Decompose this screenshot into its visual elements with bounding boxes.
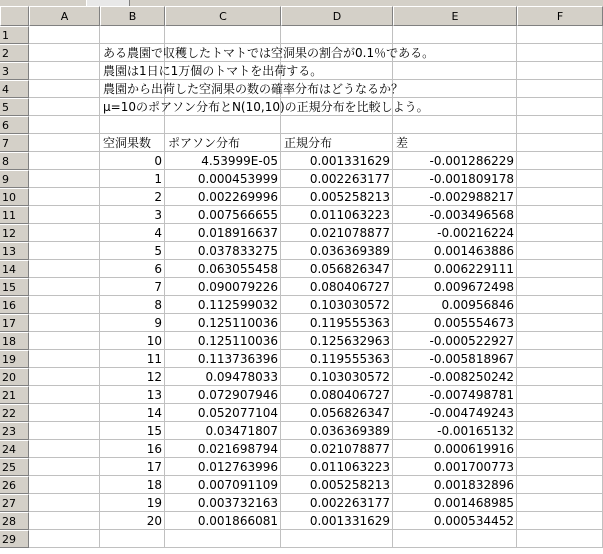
row-header-27[interactable]: 27 <box>0 494 29 512</box>
column-header-f[interactable]: F <box>517 6 603 26</box>
table-value: 0.080406727 <box>309 388 390 402</box>
row-header-26[interactable]: 26 <box>0 476 29 494</box>
cell-a6[interactable] <box>29 116 100 134</box>
table-value: -0.00216224 <box>437 226 514 240</box>
table-value: 0.056826347 <box>309 406 390 420</box>
cell-a26[interactable] <box>29 476 100 494</box>
cell-f19[interactable] <box>517 350 603 368</box>
table-value: 0.009672498 <box>433 280 514 294</box>
cell-c29[interactable] <box>165 530 281 548</box>
table-value: 0.002263177 <box>309 496 390 510</box>
cell-f5[interactable] <box>517 98 603 116</box>
cell-c6[interactable] <box>165 116 281 134</box>
table-value: -0.004749243 <box>429 406 514 420</box>
table-value: 17 <box>146 460 162 474</box>
cell-f13[interactable] <box>517 242 603 260</box>
table-value: 0.002263177 <box>309 172 390 186</box>
select-all-corner[interactable] <box>0 6 29 26</box>
table-value: 0.113736396 <box>197 352 278 366</box>
table-value: -0.000522927 <box>429 334 514 348</box>
column-header-e[interactable]: E <box>393 6 517 26</box>
intro-line-4: μ=10のポアソン分布とN(10,10)の正規分布を比較しよう。 <box>103 100 429 114</box>
cell-c1[interactable] <box>165 26 281 44</box>
row-header-19[interactable]: 19 <box>0 350 29 368</box>
table-value: 18 <box>146 478 162 492</box>
cell-f27[interactable] <box>517 494 603 512</box>
cell-f8[interactable] <box>517 152 603 170</box>
cell-a1[interactable] <box>29 26 100 44</box>
row-header-2[interactable]: 2 <box>0 44 29 62</box>
table-value: 0.000619916 <box>433 442 514 456</box>
intro-line-2: 農園は1日に1万個のトマトを出荷する。 <box>103 64 323 78</box>
cell-b29[interactable] <box>100 530 165 548</box>
cell-a29[interactable] <box>29 530 100 548</box>
cell-f15[interactable] <box>517 278 603 296</box>
table-value: 0.037833275 <box>197 244 278 258</box>
cell-f2[interactable] <box>517 44 603 62</box>
cell-f10[interactable] <box>517 188 603 206</box>
table-value: 0.001832896 <box>433 478 514 492</box>
table-value: 0.090079226 <box>197 280 278 294</box>
table-value: 19 <box>146 496 162 510</box>
table-value: 0.072907946 <box>197 388 278 402</box>
table-value: 0.119555363 <box>309 352 390 366</box>
table-value: 0 <box>154 154 162 168</box>
table-value: 4.53999E-05 <box>201 154 278 168</box>
table-value: 0.125110036 <box>197 334 278 348</box>
cell-d6[interactable] <box>281 116 393 134</box>
table-value: 12 <box>146 370 162 384</box>
table-value: 0.001866081 <box>197 514 278 528</box>
cell-e3[interactable] <box>393 62 517 80</box>
cell-a9[interactable] <box>29 170 100 188</box>
intro-line-3: 農園から出荷した空洞果の数の確率分布はどうなるか？ <box>103 82 404 96</box>
cell-f24[interactable] <box>517 440 603 458</box>
cell-a27[interactable] <box>29 494 100 512</box>
cell-a25[interactable] <box>29 458 100 476</box>
table-value: 6 <box>154 262 162 276</box>
table-value: 16 <box>146 442 162 456</box>
cell-a16[interactable] <box>29 296 100 314</box>
cell-a12[interactable] <box>29 224 100 242</box>
column-header-c[interactable]: C <box>165 6 281 26</box>
table-value: 0.021078877 <box>309 442 390 456</box>
cell-f17[interactable] <box>517 314 603 332</box>
cell-a3[interactable] <box>29 62 100 80</box>
table-value: 1 <box>154 172 162 186</box>
row-header-14[interactable]: 14 <box>0 260 29 278</box>
cell-e1[interactable] <box>393 26 517 44</box>
table-value: 0.112599032 <box>197 298 278 312</box>
table-value: 0.00956846 <box>441 298 514 312</box>
cell-f16[interactable] <box>517 296 603 314</box>
table-value: 0.012763996 <box>197 460 278 474</box>
table-value: -0.008250242 <box>429 370 514 384</box>
cell-a22[interactable] <box>29 404 100 422</box>
row-header-9[interactable]: 9 <box>0 170 29 188</box>
table-value: 0.103030572 <box>309 370 390 384</box>
cell-f3[interactable] <box>517 62 603 80</box>
row-header-3[interactable]: 3 <box>0 62 29 80</box>
cell-f22[interactable] <box>517 404 603 422</box>
cell-f18[interactable] <box>517 332 603 350</box>
cell-a5[interactable] <box>29 98 100 116</box>
cell-a20[interactable] <box>29 368 100 386</box>
table-value: -0.005818967 <box>429 352 514 366</box>
intro-line-1: ある農園で収穫したトマトでは空洞果の割合が0.1％である。 <box>103 46 435 60</box>
cell-b1[interactable] <box>100 26 165 44</box>
table-header-3: 正規分布 <box>284 136 333 150</box>
table-value: 10 <box>146 334 162 348</box>
row-header-24[interactable]: 24 <box>0 440 29 458</box>
cell-a8[interactable] <box>29 152 100 170</box>
row-header-11[interactable]: 11 <box>0 206 29 224</box>
row-header-5[interactable]: 5 <box>0 98 29 116</box>
table-value: 0.080406727 <box>309 280 390 294</box>
table-value: 13 <box>146 388 162 402</box>
table-value: 0.018916637 <box>197 226 278 240</box>
table-value: 0.09478033 <box>205 370 278 384</box>
cell-a24[interactable] <box>29 440 100 458</box>
cell-a21[interactable] <box>29 386 100 404</box>
table-value: 0.056826347 <box>309 262 390 276</box>
table-value: 0.103030572 <box>309 298 390 312</box>
table-value: 0.006229111 <box>433 262 514 276</box>
column-header-d[interactable]: D <box>281 6 393 26</box>
cell-a18[interactable] <box>29 332 100 350</box>
table-value: 0.021078877 <box>309 226 390 240</box>
table-value: 0.000534452 <box>433 514 514 528</box>
cell-a4[interactable] <box>29 80 100 98</box>
cell-b6[interactable] <box>100 116 165 134</box>
table-value: 0.001468985 <box>433 496 514 510</box>
cell-a14[interactable] <box>29 260 100 278</box>
cell-a19[interactable] <box>29 350 100 368</box>
cell-f21[interactable] <box>517 386 603 404</box>
cell-a7[interactable] <box>29 134 100 152</box>
row-header-23[interactable]: 23 <box>0 422 29 440</box>
table-value: 0.005554673 <box>433 316 514 330</box>
column-header-b[interactable]: B <box>100 6 165 26</box>
table-value: 20 <box>146 514 162 528</box>
row-header-13[interactable]: 13 <box>0 242 29 260</box>
cell-d1[interactable] <box>281 26 393 44</box>
row-header-25[interactable]: 25 <box>0 458 29 476</box>
table-value: 0.03471807 <box>205 424 278 438</box>
table-value: 0.001331629 <box>309 154 390 168</box>
table-value: 14 <box>146 406 162 420</box>
cell-a17[interactable] <box>29 314 100 332</box>
row-header-22[interactable]: 22 <box>0 404 29 422</box>
table-value: 7 <box>154 280 162 294</box>
row-header-21[interactable]: 21 <box>0 386 29 404</box>
table-value: -0.002988217 <box>429 190 514 204</box>
cell-e29[interactable] <box>393 530 517 548</box>
cell-a23[interactable] <box>29 422 100 440</box>
cell-f12[interactable] <box>517 224 603 242</box>
cell-f7[interactable] <box>517 134 603 152</box>
row-header-29[interactable]: 29 <box>0 530 29 548</box>
table-value: 0.007566655 <box>197 208 278 222</box>
cell-f20[interactable] <box>517 368 603 386</box>
table-value: -0.001809178 <box>429 172 514 186</box>
table-header-4: 差 <box>396 136 409 150</box>
row-header-18[interactable]: 18 <box>0 332 29 350</box>
table-value: 0.125110036 <box>197 316 278 330</box>
row-header-7[interactable]: 7 <box>0 134 29 152</box>
cell-f9[interactable] <box>517 170 603 188</box>
table-value: 0.005258213 <box>309 478 390 492</box>
row-header-1[interactable]: 1 <box>0 26 29 44</box>
row-header-12[interactable]: 12 <box>0 224 29 242</box>
table-value: 8 <box>154 298 162 312</box>
cell-a15[interactable] <box>29 278 100 296</box>
table-value: -0.00165132 <box>437 424 514 438</box>
table-value: 9 <box>154 316 162 330</box>
table-value: 4 <box>154 226 162 240</box>
cell-a28[interactable] <box>29 512 100 530</box>
table-value: 11 <box>146 352 162 366</box>
table-value: 15 <box>146 424 162 438</box>
cell-f28[interactable] <box>517 512 603 530</box>
column-header-a[interactable]: A <box>29 6 100 26</box>
cell-f25[interactable] <box>517 458 603 476</box>
cell-a11[interactable] <box>29 206 100 224</box>
cell-f14[interactable] <box>517 260 603 278</box>
table-value: -0.003496568 <box>429 208 514 222</box>
table-value: 0.001700773 <box>433 460 514 474</box>
cell-a10[interactable] <box>29 188 100 206</box>
row-header-8[interactable]: 8 <box>0 152 29 170</box>
row-header-28[interactable]: 28 <box>0 512 29 530</box>
table-value: 0.011063223 <box>309 460 390 474</box>
row-header-15[interactable]: 15 <box>0 278 29 296</box>
table-value: 2 <box>154 190 162 204</box>
table-value: 0.011063223 <box>309 208 390 222</box>
cell-f4[interactable] <box>517 80 603 98</box>
row-header-6[interactable]: 6 <box>0 116 29 134</box>
cell-f6[interactable] <box>517 116 603 134</box>
row-header-16[interactable]: 16 <box>0 296 29 314</box>
cell-a13[interactable] <box>29 242 100 260</box>
table-value: 0.036369389 <box>309 424 390 438</box>
table-value: 0.007091109 <box>197 478 278 492</box>
table-value: 0.005258213 <box>309 190 390 204</box>
column-header-row <box>0 6 603 26</box>
row-header-17[interactable]: 17 <box>0 314 29 332</box>
row-header-20[interactable]: 20 <box>0 368 29 386</box>
table-value: 0.000453999 <box>197 172 278 186</box>
cell-f26[interactable] <box>517 476 603 494</box>
cell-grid[interactable] <box>29 26 603 554</box>
cell-f29[interactable] <box>517 530 603 548</box>
table-value: 5 <box>154 244 162 258</box>
table-value: 3 <box>154 208 162 222</box>
table-value: 0.021698794 <box>197 442 278 456</box>
table-value: 0.002269996 <box>197 190 278 204</box>
table-value: 0.001331629 <box>309 514 390 528</box>
table-value: 0.036369389 <box>309 244 390 258</box>
row-header-4[interactable]: 4 <box>0 80 29 98</box>
table-value: 0.119555363 <box>309 316 390 330</box>
table-value: 0.052077104 <box>197 406 278 420</box>
row-header-10[interactable]: 10 <box>0 188 29 206</box>
table-value: 0.001463886 <box>433 244 514 258</box>
table-header-2: ポアソン分布 <box>168 136 241 150</box>
cell-f23[interactable] <box>517 422 603 440</box>
table-value: 0.063055458 <box>197 262 278 276</box>
cell-f11[interactable] <box>517 206 603 224</box>
table-value: -0.007498781 <box>429 388 514 402</box>
table-value: 0.003732163 <box>197 496 278 510</box>
table-value: 0.125632963 <box>309 334 390 348</box>
table-value: -0.001286229 <box>429 154 514 168</box>
table-header-1: 空洞果数 <box>103 136 152 150</box>
cell-a2[interactable] <box>29 44 100 62</box>
cell-e4[interactable] <box>393 80 517 98</box>
cell-f1[interactable] <box>517 26 603 44</box>
cell-e6[interactable] <box>393 116 517 134</box>
cell-d29[interactable] <box>281 530 393 548</box>
